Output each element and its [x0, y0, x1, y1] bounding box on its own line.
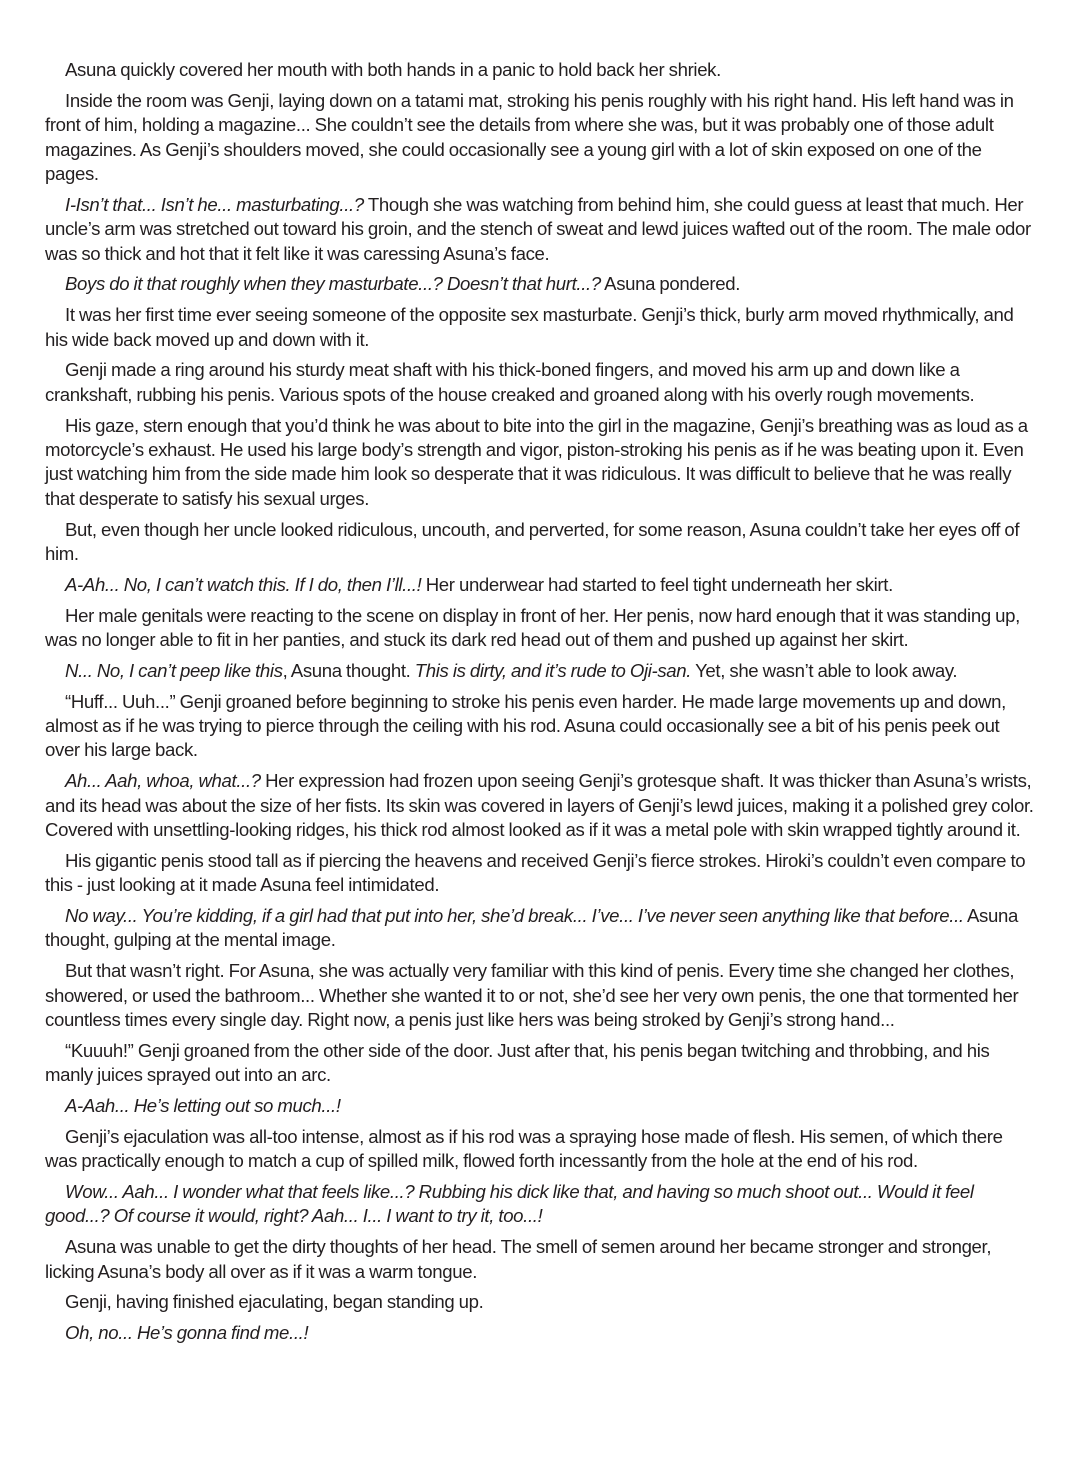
paragraph	[45, 573, 1037, 597]
paragraph	[45, 849, 1037, 898]
italic-text-segment: No way... You’re kidding, if a girl had that put into her, she’d break... I’ve... I’ve never seen anything like that before...	[65, 905, 964, 927]
paragraph	[45, 303, 1037, 352]
text-segment: Inside the room was Genji, laying down on a tatami mat, stroking his penis roughly with his right hand. His left hand was in front of him, holding a magazine... She couldn’t see the details from where she was, but it was probably one of those adult magazines. As Genji’s shoulders moved, she could occasionally see a young girl with a lot of skin exposed on one of the pages.	[45, 89, 1014, 185]
text-segment: “Kuuuh!” Genji groaned from the other side of the door. Just after that, his penis began twitching and throbbing, and his manly juices sprayed out into an arc.	[45, 1039, 990, 1086]
text-segment: Genji made a ring around his sturdy meat shaft with his thick-boned fingers, and moved his arm up and down like a crankshaft, rubbing his penis. Various spots of the house creaked and groaned along with his overly rough movements.	[45, 359, 975, 405]
text-segment: Though she was watching from behind him, she could guess at least that much. Her uncle’s arm was stretched out toward his groin, and the stench of sweat and lewd juices wafted out of the room. The male odor was so thick and hot that it felt like it was caressing Asuna’s face.	[45, 193, 1031, 264]
paragraph	[45, 414, 1037, 512]
italic-text-segment: Ah... Aah, whoa, what...?	[65, 770, 261, 792]
italic-text-segment: I-Isn’t that... Isn’t he... masturbating...?	[65, 193, 364, 215]
text-segment: But, even though her uncle looked ridiculous, uncouth, and perverted, for some reason, Asuna couldn’t take her eyes off of him.	[45, 518, 1020, 565]
text-segment: But that wasn’t right. For Asuna, she was actually very familiar with this kind of penis. Every time she changed her clothes, showered, or used the bathroom... Whether she wanted it to or not, she’d see her very own penis, the one that tormented her countless times every single day. Right now, a penis just like hers was being stroked by Genji’s strong hand...	[45, 960, 1019, 1031]
text-segment: , Asuna thought.	[282, 659, 415, 681]
italic-text-segment: A-Aah... He’s letting out so much...!	[65, 1095, 341, 1117]
paragraph	[45, 1125, 1037, 1174]
text-segment: Asuna pondered.	[600, 273, 741, 295]
paragraph	[45, 1321, 1037, 1345]
text-segment: Asuna was unable to get the dirty thoughts of her head. The smell of semen around her became stronger and stronger, licking Asuna’s body all over as if it was a warm tongue.	[45, 1236, 992, 1282]
text-segment: Genji’s ejaculation was all-too intense, almost as if his rod was a spraying hose made of flesh. His semen, of which there was practically enough to match a cup of spilled milk, flowed forth incessantly from the hole at the end of his rod.	[45, 1125, 1003, 1172]
text-segment: Asuna quickly covered her mouth with both hands in a panic to hold back her shriek.	[65, 59, 721, 80]
paragraph	[45, 58, 1037, 82]
paragraph	[45, 1180, 1037, 1229]
document-page	[45, 58, 1037, 1352]
paragraph	[45, 1039, 1037, 1088]
paragraph	[45, 604, 1037, 653]
italic-text-segment: A-Ah... No, I can’t watch this. If I do, then I’ll...!	[65, 573, 422, 595]
text-segment: Her male genitals were reacting to the scene on display in front of her. Her penis, now hard enough that it was standing up, was no longer able to fit in her panties, and stuck its dark red head out of them and pushed up against her skirt.	[45, 604, 1020, 651]
paragraph	[45, 904, 1037, 953]
text-segment: It was her first time ever seeing someone of the opposite sex masturbate. Genji’s thick, burly arm moved rhythmically, and his wide back moved up and down with it.	[45, 304, 1014, 350]
text-segment: Asuna thought, gulping at the mental image.	[45, 905, 1018, 951]
italic-text-segment: N... No, I can’t peep like this	[65, 659, 283, 681]
text-segment: Yet, she wasn’t able to look away.	[691, 659, 958, 681]
paragraph	[45, 1290, 1037, 1314]
paragraph	[45, 659, 1037, 683]
paragraph	[45, 690, 1037, 763]
text-segment: Genji, having finished ejaculating, began standing up.	[65, 1291, 484, 1313]
paragraph	[45, 959, 1037, 1032]
paragraph	[45, 193, 1037, 266]
italic-text-segment: Boys do it that roughly when they masturbate...? Doesn’t that hurt...?	[65, 273, 601, 295]
paragraph	[45, 769, 1037, 842]
paragraph	[45, 1094, 1037, 1118]
text-segment: “Huff... Uuh...” Genji groaned before beginning to stroke his penis even harder. He made large movements up and down, almost as if he was trying to pierce through the ceiling with his rod. Asuna could occasionally see a bit of his penis peek out over his large back.	[45, 690, 1006, 761]
italic-text-segment: This is dirty, and it’s rude to Oji-san.	[414, 659, 692, 681]
text-segment: His gaze, stern enough that you’d think he was about to bite into the girl in the magazine, Genji’s breathing was as loud as a motorcycle’s exhaust. He used his large body’s strength and vigor, piston-stroking his penis as if he was beating upon it. Even just watching him from the side made him look so desperate that it was ridiculous. It was difficult to believe that he was really that desperate to satisfy his sexual urges.	[45, 414, 1028, 509]
italic-text-segment: Oh, no... He’s gonna find me...!	[65, 1322, 309, 1344]
paragraph	[45, 358, 1037, 407]
text-segment: His gigantic penis stood tall as if piercing the heavens and received Genji’s fierce strokes. Hiroki’s couldn’t even compare to this - just looking at it made Asuna feel intimidated.	[45, 849, 1026, 896]
paragraph	[45, 518, 1037, 567]
paragraph	[45, 89, 1037, 187]
text-segment: Her underwear had started to feel tight underneath her skirt.	[421, 573, 893, 595]
paragraph	[45, 272, 1037, 296]
text-segment: Her expression had frozen upon seeing Genji’s grotesque shaft. It was thicker than Asuna’s wrists, and its head was about the size of her fists. Its skin was covered in layers of Genji’s lewd juices, making it a polished grey color. Covered with unsettling-looking ridges, his thick rod almost looked as if it was a metal pole with skin wrapped tightly around it.	[45, 770, 1034, 841]
italic-text-segment: Wow... Aah... I wonder what that feels like...? Rubbing his dick like that, and having so much shoot out... Would it feel good...? Of course it would, right? Aah... I... I want to try it, too...!	[45, 1181, 974, 1227]
paragraph	[45, 1235, 1037, 1284]
